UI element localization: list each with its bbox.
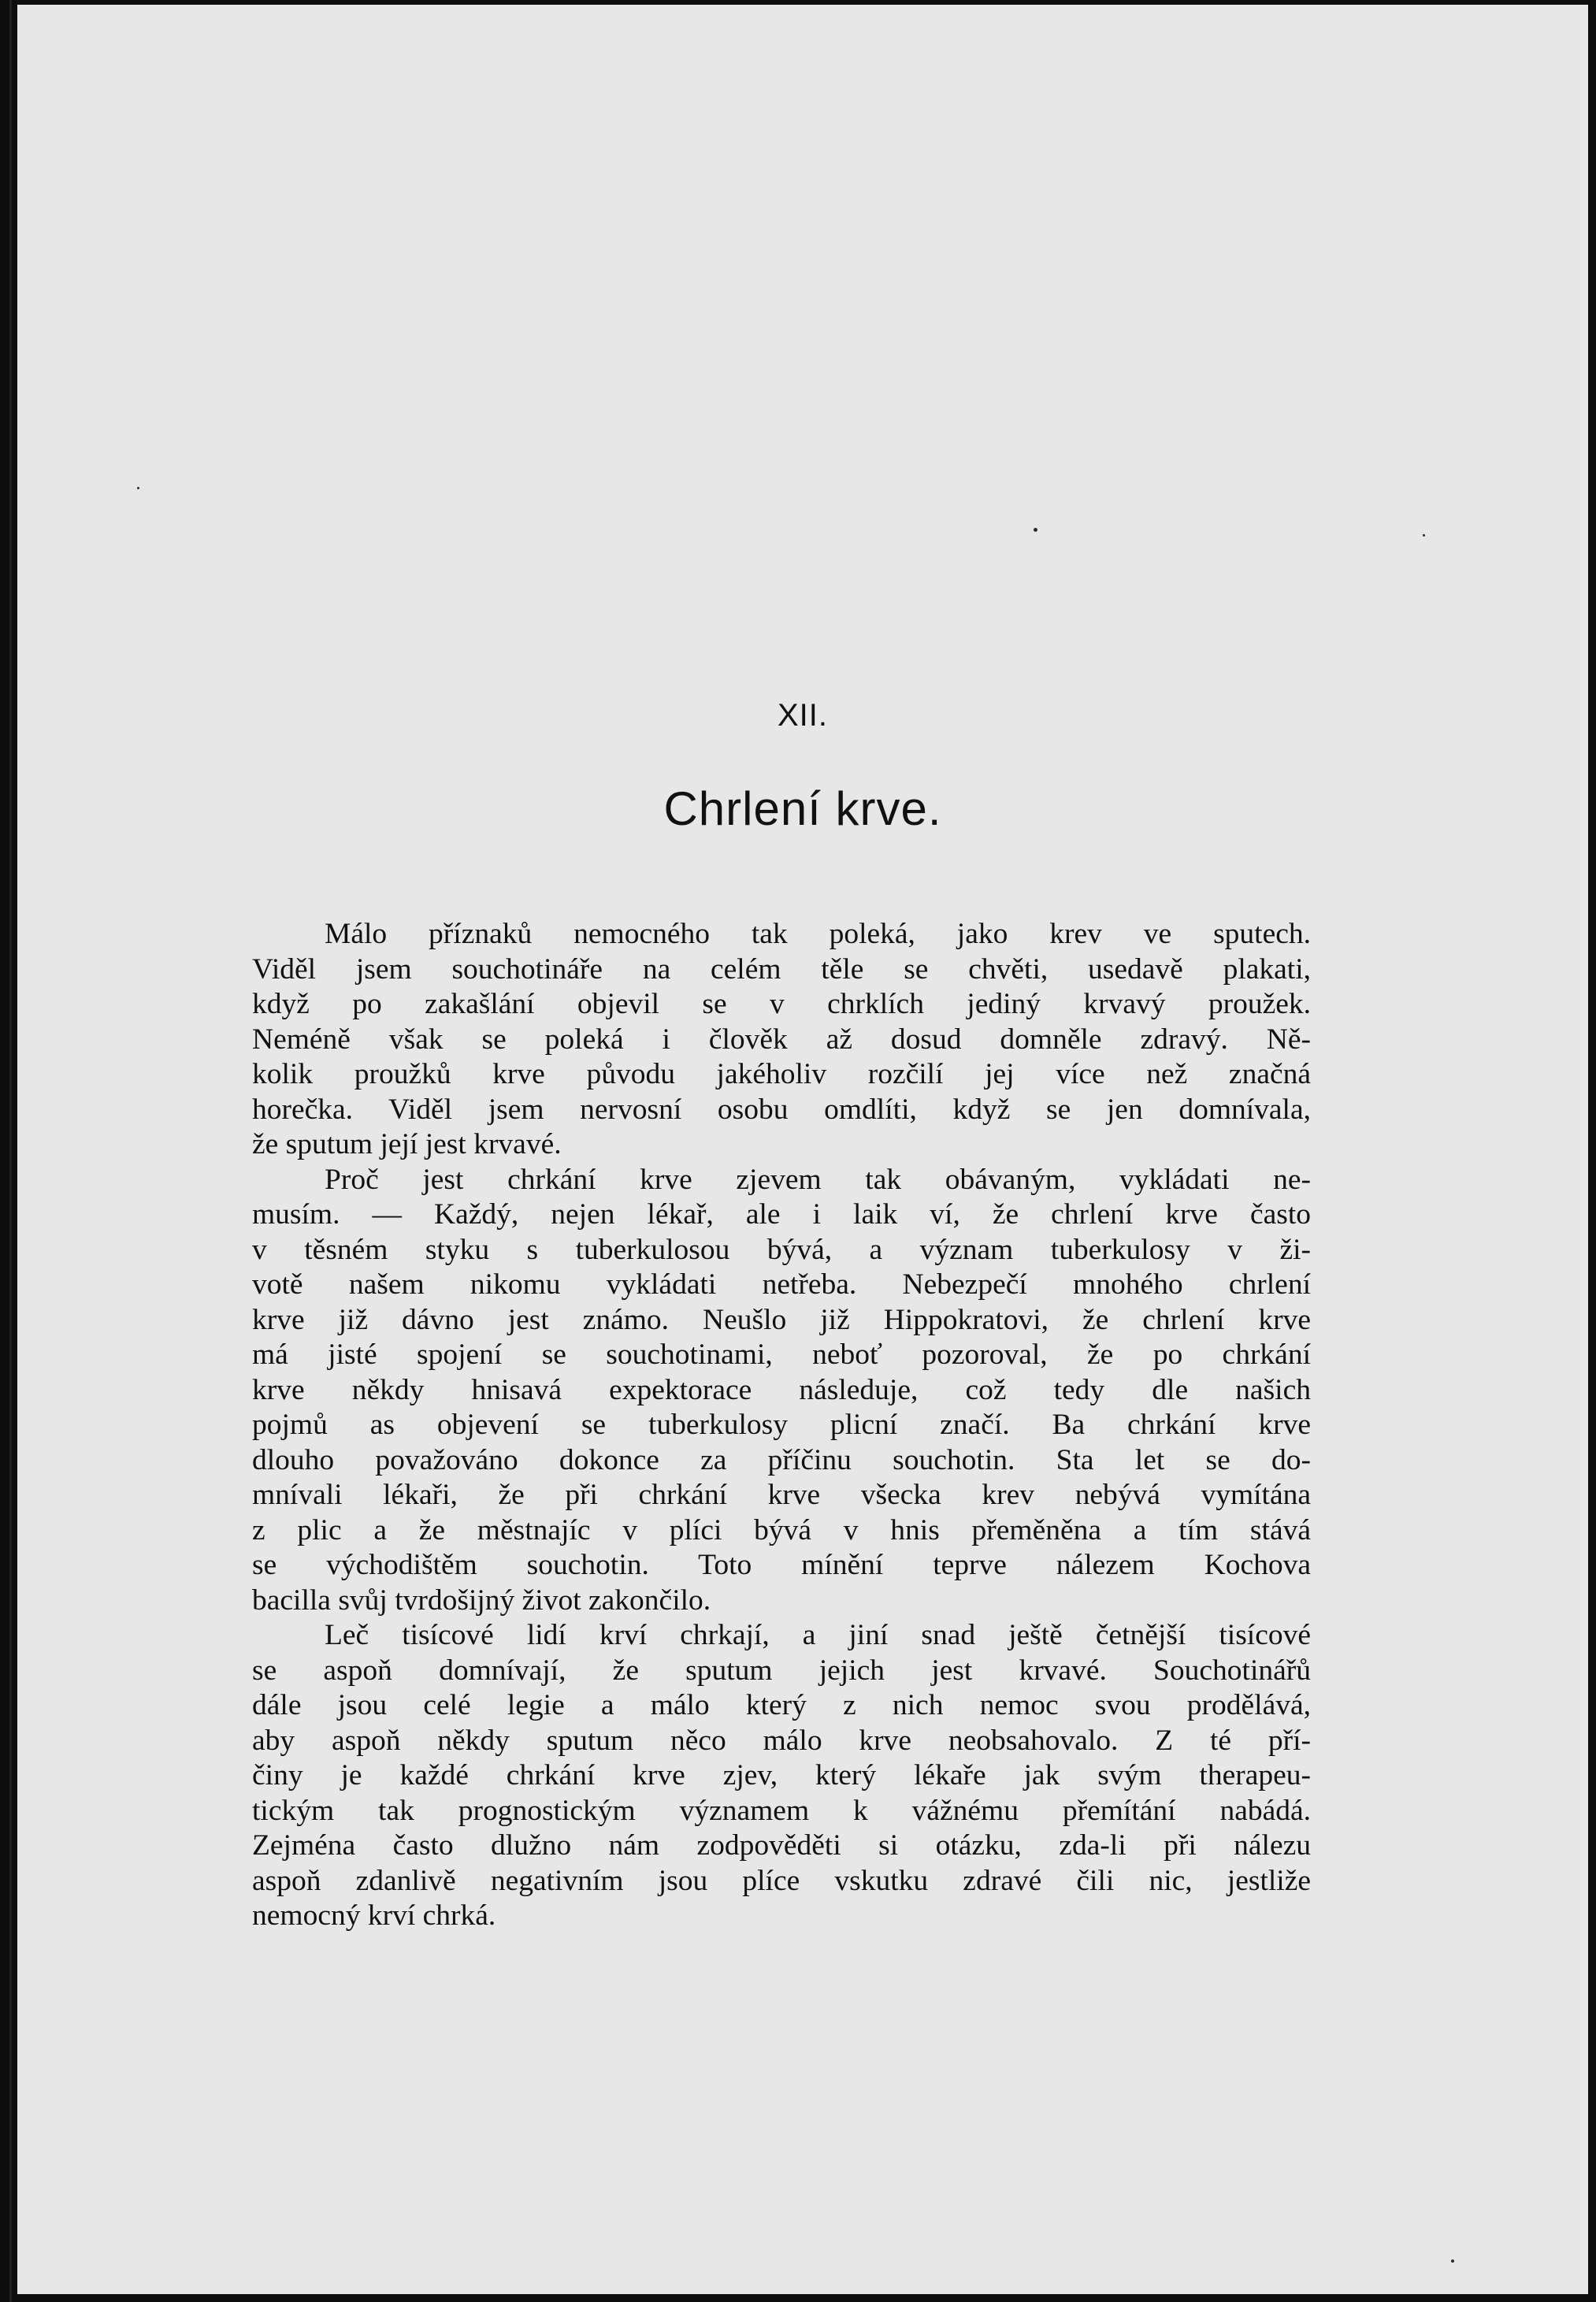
text-line: dále jsou celé legie a málo který z nich nemoc svou prodělává, <box>252 1689 1311 1721</box>
text-line: Málo příznaků nemocného tak poleká, jako krev ve sputech. <box>325 918 1311 950</box>
text-line: Zejména často dlužno nám zodpověděti si otázku, zda-li při nálezu <box>252 1829 1311 1862</box>
dust-speck <box>1423 534 1425 537</box>
text-line: kolik proužků krve původu jakéholiv rozčilí jej více než značná <box>252 1058 1311 1090</box>
text-line: krve již dávno jest známo. Neušlo již Hippokratovi, že chrlení krve <box>252 1303 1311 1336</box>
text-line: že sputum její jest krvavé. <box>252 1128 562 1160</box>
body-text <box>252 917 1311 1934</box>
text-line: Proč jest chrkání krve zjevem tak obávaným, vykládati ne- <box>325 1163 1311 1196</box>
text-line: tickým tak prognostickým významem k vážnému přemítání nabádá. <box>252 1794 1311 1827</box>
text-line: krve někdy hnisavá expektorace následuje, což tedy dle našich <box>252 1373 1311 1406</box>
text-line: pojmů as objevení se tuberkulosy plicní značí. Ba chrkání krve <box>252 1409 1311 1441</box>
text-line: horečka. Viděl jsem nervosní osobu omdlíti, když se jen domnívala, <box>252 1093 1311 1126</box>
text-line: když po zakašlání objevil se v chrklích jediný krvavý proužek. <box>252 988 1311 1020</box>
dust-speck <box>137 487 139 489</box>
text-line: se aspoň domnívají, že sputum jejich jest krvavé. Souchotinářů <box>252 1654 1311 1687</box>
text-line: v těsném styku s tuberkulosou bývá, a význam tuberkulosy v ži- <box>252 1233 1311 1266</box>
text-line: votě našem nikomu vykládati netřeba. Nebezpečí mnohého chrlení <box>252 1268 1311 1301</box>
text-line: bacilla svůj tvrdošijný život zakončilo. <box>252 1584 711 1617</box>
scan-edge-line <box>9 0 12 2302</box>
text-line: dlouho považováno dokonce za příčinu souchotin. Sta let se do- <box>252 1443 1311 1476</box>
text-line: mnívali lékaři, že při chrkání krve všecka krev nebývá vymítána <box>252 1479 1311 1511</box>
book-page <box>17 5 1588 2294</box>
chapter-number: XII. <box>777 698 829 733</box>
text-line: má jisté spojení se souchotinami, neboť pozoroval, že po chrkání <box>252 1339 1311 1371</box>
text-line: činy je každé chrkání krve zjev, který lékaře jak svým therapeu- <box>252 1759 1311 1791</box>
text-line: Neméně však se poleká i člověk až dosud domněle zdravý. Ně- <box>252 1023 1311 1056</box>
dust-speck <box>1451 2259 1454 2263</box>
text-line: musím. — Každý, nejen lékař, ale i laik ví, že chrlení krve často <box>252 1198 1311 1231</box>
text-line: Leč tisícové lidí krví chrkají, a jiní snad ještě četnější tisícové <box>325 1619 1311 1651</box>
dust-speck <box>1034 528 1037 532</box>
text-line: Viděl jsem souchotináře na celém těle se chvěti, usedavě plakati, <box>252 952 1311 986</box>
text-line: aby aspoň někdy sputum něco málo krve neobsahovalo. Z té pří- <box>252 1724 1311 1757</box>
text-line: z plic a že městnajíc v plíci bývá v hnis přeměněna a tím stává <box>252 1513 1311 1546</box>
text-line: aspoň zdanlivě negativním jsou plíce vskutku zdravé čili nic, jestliže <box>252 1864 1311 1897</box>
text-line: nemocný krví chrká. <box>252 1899 496 1932</box>
text-line: se východištěm souchotin. Toto mínění teprve nálezem Kochova <box>252 1549 1311 1581</box>
chapter-title: Chrlení krve. <box>663 782 942 835</box>
